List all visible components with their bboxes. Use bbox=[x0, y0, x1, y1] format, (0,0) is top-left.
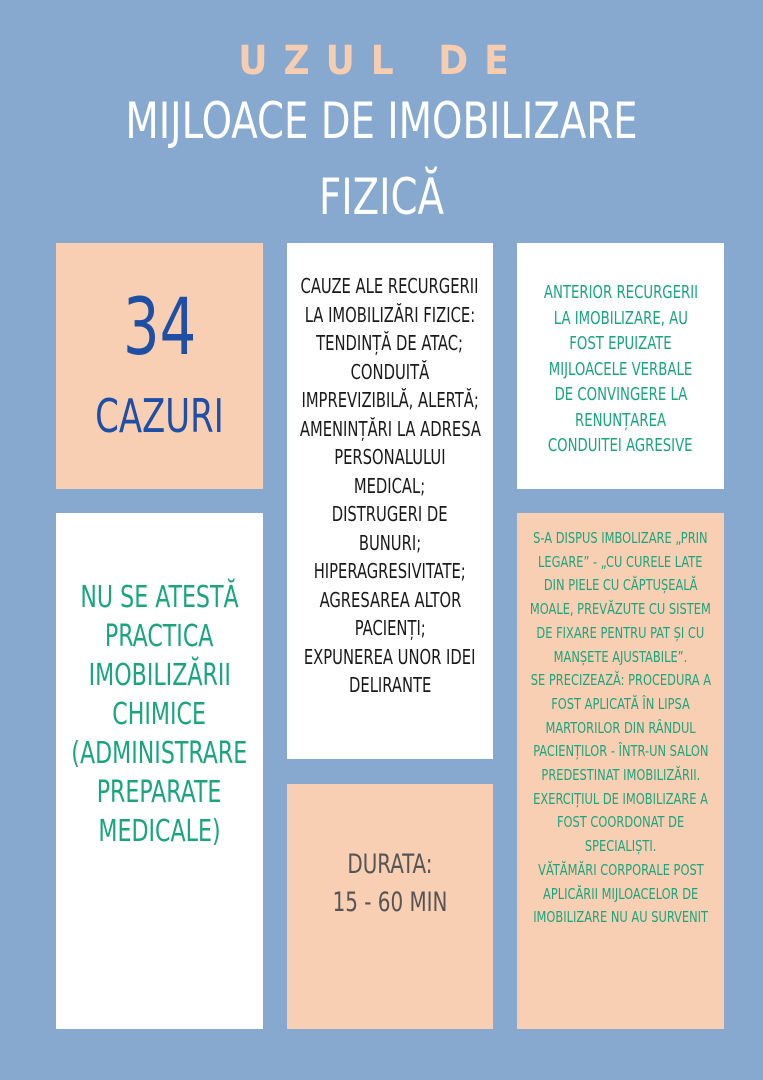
details-list bbox=[517, 527, 724, 930]
causes-line: CONDUITĂ bbox=[350, 359, 430, 384]
prior-line: FOST EPUIZATE bbox=[569, 333, 672, 354]
prior-list bbox=[517, 280, 724, 459]
details-line: FOST APLICATĂ ÎN LIPSA bbox=[551, 694, 690, 713]
chemical-list bbox=[56, 578, 263, 851]
causes-line: EXPUNEREA UNOR IDEI bbox=[304, 644, 476, 669]
details-line: DE FIXARE PENTRU PAT ȘI CU bbox=[536, 623, 705, 642]
causes-line: DELIRANTE bbox=[348, 673, 432, 697]
chemical-line: CHIMICE bbox=[112, 697, 207, 732]
prior-line: LA IMOBILIZARE, AU bbox=[553, 307, 688, 329]
causes-line: LA IMOBILIZĂRI FIZICE: bbox=[304, 302, 476, 327]
details-line: S-A DISPUS IMBOLIZARE „PRIN bbox=[533, 529, 708, 547]
details-line: MARTORILOR DIN RÂNDUL bbox=[545, 718, 696, 737]
details-line: PREDESTINAT IMOBILIZĂRII. bbox=[541, 766, 700, 785]
causes-line: PACIENȚI; bbox=[354, 616, 426, 640]
cases-card bbox=[56, 243, 263, 489]
prior-line: CONDUITEI AGRESIVE bbox=[548, 435, 693, 456]
causes-line: HIPERAGRESIVITATE; bbox=[313, 559, 467, 583]
details-line: FOST COORDONAT DE bbox=[556, 813, 685, 832]
chemical-line: IMOBILIZĂRII bbox=[88, 658, 231, 693]
prior-line: ANTERIOR RECURGERII bbox=[543, 282, 698, 303]
details-line: EXERCIȚIUL DE IMOBILIZARE A bbox=[533, 789, 708, 808]
prior-line: MIJLOACELE VERBALE bbox=[548, 358, 693, 380]
title-line2: MIJLOACE DE IMOBILIZARE bbox=[125, 92, 638, 150]
details-line: SPECIALIȘTI. bbox=[584, 837, 657, 856]
details-line: APLICĂRII MIJLOACELOR DE bbox=[542, 884, 699, 903]
chemical-line: (ADMINISTRARE bbox=[71, 736, 248, 771]
causes-line: DISTRUGERI DE bbox=[332, 502, 448, 526]
chemical-line: PREPARATE bbox=[97, 775, 222, 810]
cases-number: 34 bbox=[122, 283, 197, 373]
causes-line: AGRESAREA ALTOR bbox=[319, 587, 461, 612]
causes-line: AMENINȚĂRI LA ADRESA bbox=[299, 416, 481, 441]
prior-line: DE CONVINGERE LA bbox=[554, 384, 687, 405]
title-line1: UZUL DE bbox=[238, 38, 525, 84]
prior-line: RENUNȚAREA bbox=[574, 409, 667, 431]
duration-card bbox=[287, 784, 493, 1029]
details-line: VĂTĂMĂRI CORPORALE POST bbox=[537, 860, 704, 879]
causes-line: MEDICAL; bbox=[354, 473, 426, 498]
causes-line: IMPREVIZIBILĂ, ALERTĂ; bbox=[301, 388, 479, 412]
chemical-line: PRACTICA bbox=[105, 619, 214, 654]
details-line: LEGARE” - „CU CURELE LATE bbox=[538, 552, 703, 571]
details-line: MANȘETE AJUSTABILE”. bbox=[553, 647, 688, 666]
chemical-card bbox=[56, 513, 263, 1029]
duration-label: DURATA: bbox=[347, 849, 433, 880]
title-line3: FIZICĂ bbox=[318, 168, 445, 226]
chemical-line: NU SE ATESTĂ bbox=[80, 580, 239, 615]
details-line: MOALE, PREVĂZUTE CU SISTEM bbox=[529, 600, 712, 619]
details-line: PACIENȚILOR - ÎNTR-UN SALON bbox=[532, 742, 709, 761]
causes-line: CAUZE ALE RECURGERII bbox=[301, 274, 479, 298]
details-line: SE PRECIZEAZĂ: PROCEDURA A bbox=[530, 671, 711, 690]
details-line: DIN PIELE CU CĂPTUȘEALĂ bbox=[543, 576, 698, 595]
causes-list bbox=[287, 272, 493, 700]
causes-line: TENDINȚĂ DE ATAC; bbox=[316, 331, 464, 355]
cases-label: CAZURI bbox=[95, 389, 224, 443]
chemical-line: MEDICALE) bbox=[98, 814, 221, 849]
details-card bbox=[517, 513, 724, 1029]
causes-line: BUNURI; bbox=[358, 530, 422, 555]
causes-line: PERSONALULUI bbox=[334, 445, 446, 469]
causes-card bbox=[287, 243, 493, 759]
details-line: IMOBILIZARE NU AU SURVENIT bbox=[533, 908, 708, 927]
duration-value: 15 - 60 MIN bbox=[332, 887, 448, 918]
prior-attempts-card bbox=[517, 243, 724, 489]
